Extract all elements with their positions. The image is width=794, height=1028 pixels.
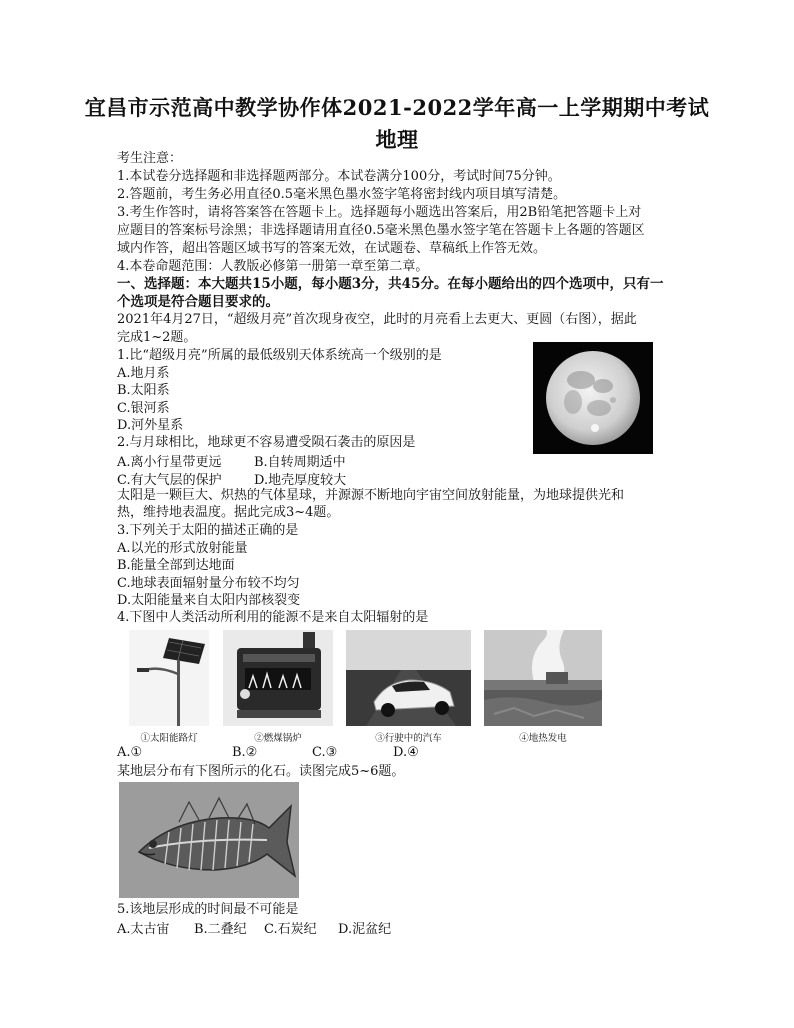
caption-car: ③行驶中的汽车 — [375, 733, 442, 744]
question-2: 2.与月球相比，地球更不容易遭受陨石袭击的原因是 — [117, 435, 416, 450]
q2-option-a: A.离小行星带更远 — [117, 455, 222, 470]
q4-option-b: B.② — [232, 745, 258, 760]
car-image — [346, 630, 471, 726]
solar-lamp-icon — [129, 630, 209, 726]
stem-1: 2021年4月27日，“超级月亮”首次现身夜空，此时的月亮看上去更大、更圆（右图），据此 — [117, 312, 637, 327]
stem-1-cont: 完成1~2题。 — [117, 330, 197, 345]
caption-geothermal: ④地热发电 — [519, 733, 567, 744]
exam-title: 宜昌市示范高中教学协作体2021-2022学年高一上学期期中考试 — [84, 95, 710, 120]
q5-option-b: B.二叠纪 — [194, 922, 247, 937]
moon-image — [533, 342, 653, 454]
caption-coal-boiler: ②燃煤锅炉 — [254, 733, 302, 744]
notice-item: 1.本试卷分选择题和非选择题两部分。本试卷满分100分，考试时间75分钟。 — [117, 169, 561, 184]
question-1: 1.比“超级月亮”所属的最低级别天体系统高一个级别的是 — [117, 348, 442, 363]
geothermal-image — [484, 630, 602, 726]
question-3: 3.下列关于太阳的描述正确的是 — [117, 523, 299, 538]
notice-heading: 考生注意： — [117, 151, 183, 166]
q4-option-a: A.① — [117, 745, 143, 760]
q1-option-b: B.太阳系 — [117, 383, 170, 398]
boiler-icon — [223, 630, 333, 726]
q5-option-d: D.泥盆纪 — [338, 922, 392, 937]
stem-2: 太阳是一颗巨大、炽热的气体星球，并源源不断地向宇宙空间放射能量，为地球提供光和 — [117, 488, 625, 503]
notice-item: 域内作答，超出答题区域书写的答案无效，在试题卷、草稿纸上作答无效。 — [117, 241, 547, 256]
q1-option-a: A.地月系 — [117, 366, 170, 381]
q2-option-d: D.地壳厚度较大 — [254, 473, 347, 488]
fish-fossil-icon — [119, 782, 299, 898]
q3-option-a: A.以光的形式放射能量 — [117, 541, 248, 556]
coal-boiler-image — [223, 630, 333, 726]
car-icon — [346, 630, 471, 726]
q2-option-b: B.自转周期适中 — [254, 455, 346, 470]
q5-option-c: C.石炭纪 — [264, 922, 317, 937]
q4-option-c: C.③ — [312, 745, 338, 760]
stem-3: 某地层分布有下图所示的化石。读图完成5~6题。 — [117, 764, 405, 779]
q5-option-a: A.太古宙 — [117, 922, 170, 937]
q1-option-c: C.银河系 — [117, 401, 170, 416]
full-moon-icon — [533, 342, 653, 454]
notice-item: 3.考生作答时，请将答案答在答题卡上。选择题每小题选出答案后，用2B铅笔把答题卡上对 — [117, 205, 642, 220]
question-5: 5.该地层形成的时间最不可能是 — [117, 902, 299, 917]
question-4: 4.下图中人类活动所利用的能源不是来自太阳辐射的是 — [117, 610, 429, 625]
caption-solar-light: ①太阳能路灯 — [140, 733, 198, 744]
solar-street-light-image — [129, 630, 209, 726]
stem-2-cont: 热，维持地表温度。据此完成3~4题。 — [117, 505, 340, 520]
section-heading-cont: 个选项是符合题目要求的。 — [117, 294, 279, 310]
notice-item: 4.本卷命题范围：人教版必修第一册第一章至第二章。 — [117, 259, 429, 274]
section-heading: 一、选择题：本大题共15小题，每小题3分，共45分。在每小题给出的四个选项中，只有一 — [117, 276, 664, 292]
q2-option-c: C.有大气层的保护 — [117, 473, 222, 488]
notice-item: 2.答题前，考生务必用直径0.5毫米黑色墨水签字笔将密封线内项目填写清楚。 — [117, 187, 567, 202]
q4-option-d: D.④ — [393, 745, 419, 760]
q1-option-d: D.河外星系 — [117, 418, 184, 433]
notice-item: 应题目的答案标号涂黑；非选择题请用直径0.5毫米黑色墨水签字笔在答题卡上各题的答题区 — [117, 223, 645, 238]
subject-title: 地理 — [375, 127, 419, 152]
q3-option-b: B.能量全部到达地面 — [117, 558, 235, 573]
q3-option-c: C.地球表面辐射量分布较不均匀 — [117, 576, 300, 591]
fossil-fish-image — [119, 782, 299, 898]
q3-option-d: D.太阳能量来自太阳内部核裂变 — [117, 593, 301, 608]
geothermal-plant-icon — [484, 630, 602, 726]
